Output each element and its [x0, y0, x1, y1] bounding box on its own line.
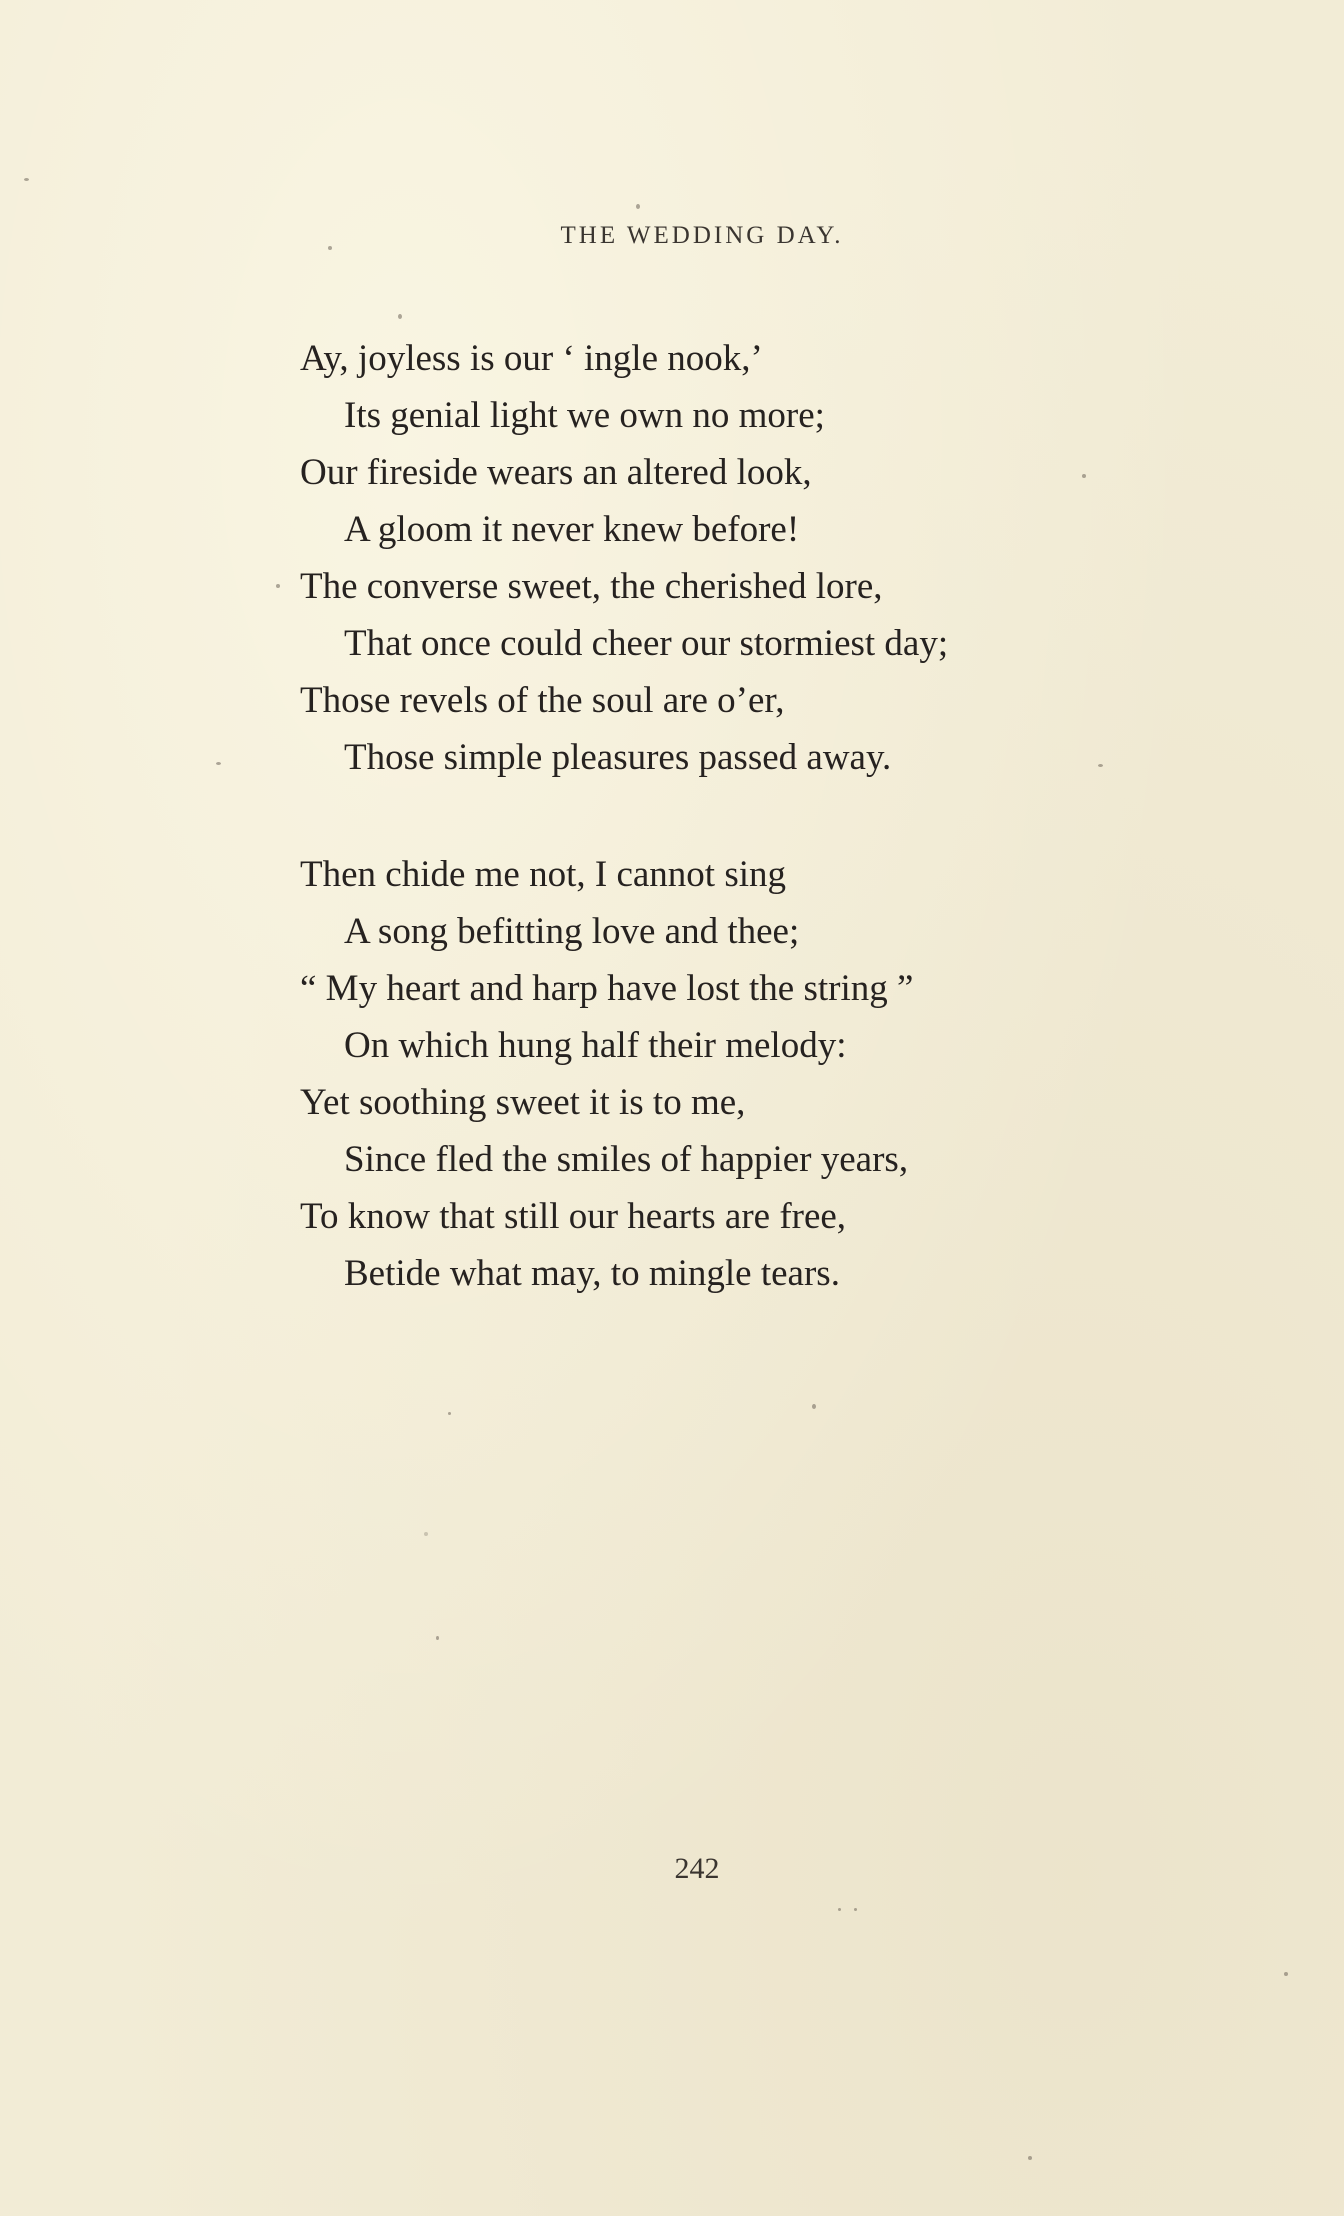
poem-line: A gloom it never knew before! — [344, 509, 800, 550]
paper-speck — [436, 1636, 439, 1640]
poem-line: On which hung half their melody: — [344, 1025, 847, 1066]
poem-line: Betide what may, to mingle tears. — [344, 1253, 840, 1294]
poem-line: Those revels of the soul are o’er, — [300, 680, 785, 721]
paper-speck — [636, 204, 640, 209]
paper-speck — [448, 1412, 451, 1415]
poem-line: Ay, joyless is our ‘ ingle nook,’ — [300, 338, 763, 379]
poem-line: A song befitting love and thee; — [344, 911, 800, 952]
poem — [300, 330, 1200, 1362]
poem-line: Our fireside wears an altered look, — [300, 452, 812, 493]
poem-line: The converse sweet, the cherished lore, — [300, 566, 883, 607]
poem-line: Since fled the smiles of happier years, — [344, 1139, 909, 1180]
poem-line: Those simple pleasures passed away. — [344, 737, 892, 778]
paper-speck — [1284, 1972, 1288, 1976]
poem-line: “ My heart and harp have lost the string ” — [300, 968, 914, 1009]
paper-speck — [1098, 764, 1103, 767]
poem-line: Then chide me not, I cannot sing — [300, 854, 787, 895]
paper-speck — [24, 178, 29, 181]
paper-speck — [216, 762, 221, 765]
paper-speck — [812, 1404, 816, 1409]
paper-speck — [838, 1908, 841, 1911]
paper-speck — [854, 1908, 857, 1911]
stanza-2 — [300, 846, 1200, 1302]
paper-speck — [398, 314, 402, 319]
paper-speck — [1082, 474, 1086, 478]
poem-line: That once could cheer our stormiest day; — [344, 623, 949, 664]
poem-line: Yet soothing sweet it is to me, — [300, 1082, 746, 1123]
paper-speck — [328, 246, 332, 250]
stanza-1 — [300, 330, 1200, 786]
running-head: THE WEDDING DAY. — [560, 222, 844, 249]
paper-speck — [424, 1532, 428, 1536]
paper-speck — [276, 584, 280, 588]
paper-speck — [1028, 2156, 1032, 2160]
poem-line: To know that still our hearts are free, — [300, 1196, 847, 1237]
page-number: 242 — [674, 1852, 720, 1885]
poem-line: Its genial light we own no more; — [344, 395, 825, 436]
